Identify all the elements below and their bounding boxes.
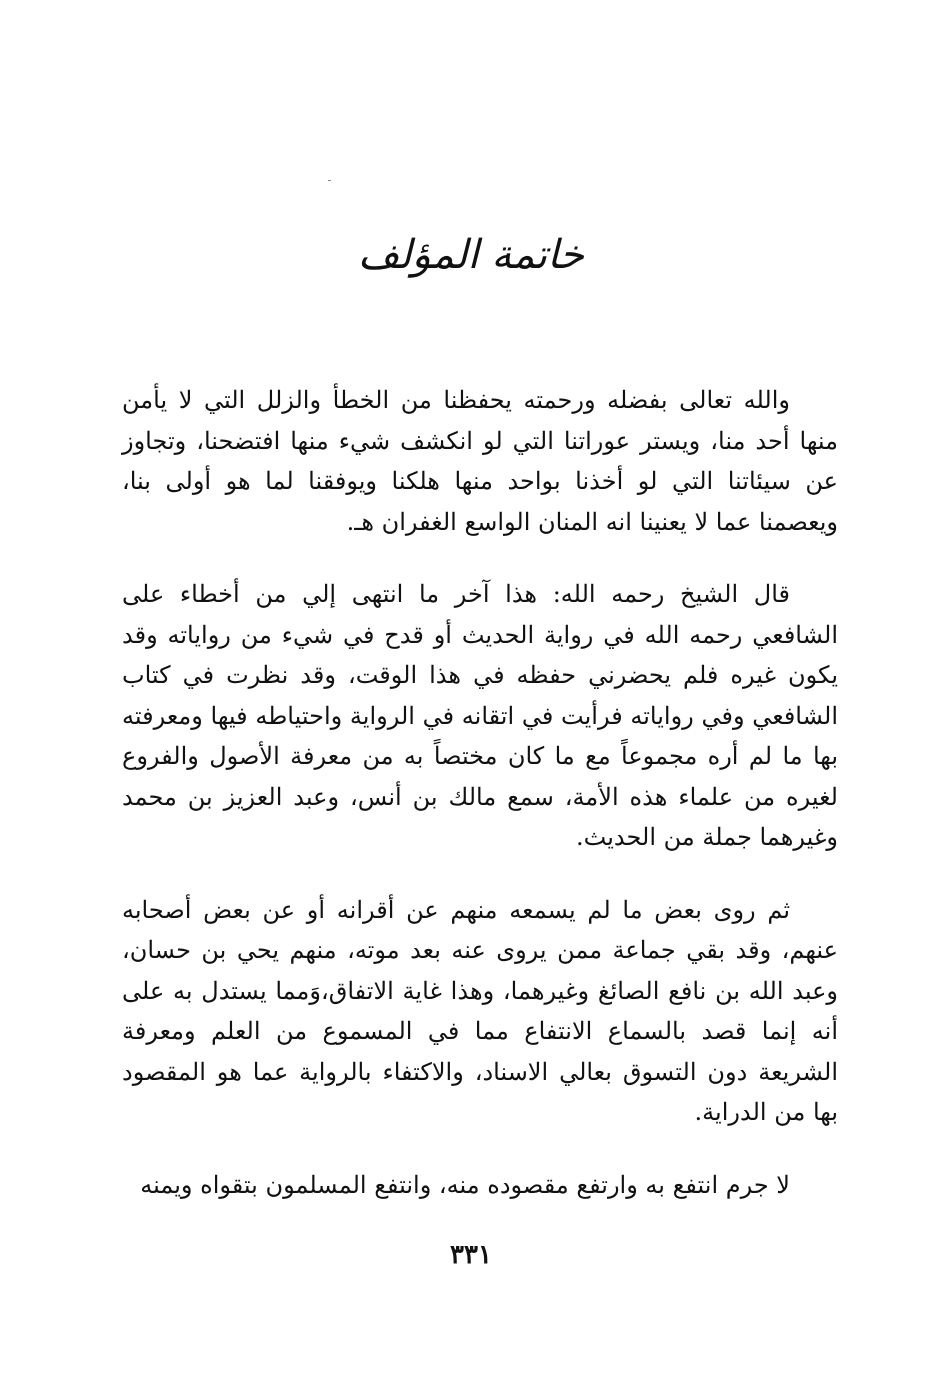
body-text xyxy=(122,380,838,1205)
paragraph-4: لا جرم انتفع به وارتفع مقصوده منه، وانتفع المسلمون بتقواه ويمنه xyxy=(140,1170,790,1199)
paragraph-3: ثم روى بعض ما لم يسمعه منهم عن أقرانه أو عن بعض أصحابه عنهم، وقد بقي جماعة ممن يروى عنه بعد موته، منهم يحي بن حسان، وعبد الله بن نافع الصائغ وغيرهما، وهذا غاية الاتفاق،وَمما يستدل به على أنه إنما قصد بالسماع الانتفاع مما في المسموع من العلم ومعرفة الشريعة دون التسوق بعالي الاسناد، والاكتفاء بالرواية عما هو المقصود بها من الدراية. xyxy=(122,895,838,1126)
scan-speck xyxy=(328,180,331,181)
paragraph-2: قال الشيخ رحمه الله: هذا آخر ما انتهى إلي من أخطاء على الشافعي رحمه الله في رواية الحديث أو قدح في شيء من رواياته وقد يكون غيره فلم يحضرني حفظه في هذا الوقت، وقد نظرت في كتاب الشافعي وفي رواياته فرأيت في اتقانه في الرواية واحتياطه فيها ومعرفته بها ما لم أره مجموعاً مع ما كان مختصاً به من معرفة الأصول والفروع لغيره من علماء هذه الأمة، سمع مالك بن أنس، وعبد العزيز بن محمد وغيرهما جملة من الحديث. xyxy=(122,580,838,851)
page-number: ٣٣١ xyxy=(450,1240,492,1270)
chapter-heading: خاتمة المؤلف xyxy=(357,232,584,278)
paragraph-1: والله تعالى بفضله ورحمته يحفظنا من الخطأ والزلل التي لا يأمن منها أحد منا، ويستر عوراتنا التي لو انكشف شيء منها افتضحنا، وتجاوز عن سيئاتنا التي لو أخذنا بواحد منها هلكنا ويوفقنا لما هو أولى بنا، ويعصمنا عما لا يعنينا انه المنان الواسع الغفران هـ. xyxy=(122,386,838,536)
